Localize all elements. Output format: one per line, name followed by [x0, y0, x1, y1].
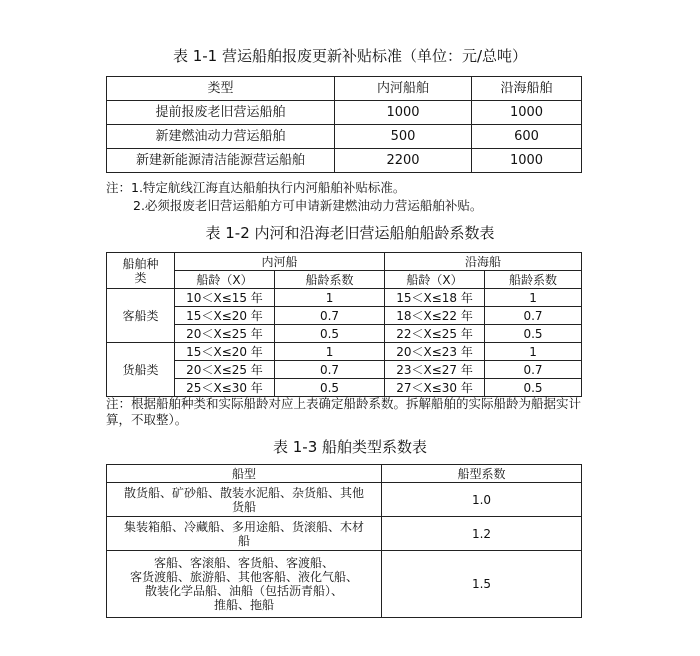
column-header-coastal: 沿海船: [385, 253, 582, 271]
table-cell: 15＜X≤20 年: [175, 343, 275, 361]
table1-title: 表 1-1 营运船舶报废更新补贴标准（单位：元/总吨）: [172, 47, 528, 65]
table-cell: 0.5: [275, 325, 385, 343]
table1-note-2: 2.必须报废老旧营运船舶方可申请新建燃油动力营运船舶补贴。: [133, 198, 483, 213]
table-cell-ship-types: 客船、客滚船、客货船、客渡船、 客货渡船、旅游船、其他客船、液化气船、 散装化学品船、油船（包括沥青船）、 推船、拖船: [107, 551, 382, 618]
ship-type-coefficient-table: [106, 464, 582, 618]
table-cell: 27＜X≤30 年: [385, 379, 485, 397]
table-header-row: [107, 77, 582, 101]
table-row: [107, 379, 582, 397]
table-cell: 1: [275, 343, 385, 361]
column-header: 船型: [107, 465, 382, 483]
table-header-row: [107, 253, 582, 271]
table-cell: 15＜X≤18 年: [385, 289, 485, 307]
table-cell: 1.2: [382, 517, 582, 551]
table-row: [107, 307, 582, 325]
table-cell: 18＜X≤22 年: [385, 307, 485, 325]
table-row: [107, 125, 582, 149]
table-header-row: [107, 465, 582, 483]
table-row: [107, 361, 582, 379]
column-header: 船龄（X）: [175, 271, 275, 289]
table-row: [107, 517, 582, 551]
table-cell: 600: [472, 125, 582, 149]
table-header-row: [107, 271, 582, 289]
table-cell: 23＜X≤27 年: [385, 361, 485, 379]
column-header-inland: 内河船: [175, 253, 385, 271]
table-row: [107, 289, 582, 307]
column-header-ship-type: 船舶种 类: [107, 253, 175, 289]
table-row: [107, 483, 582, 517]
table-cell: 0.7: [275, 361, 385, 379]
table-cell: 2200: [335, 149, 472, 173]
table1-note-1: 注：1.特定航线江海直达船舶执行内河船舶补贴标准。: [106, 180, 406, 195]
column-header: 船龄系数: [275, 271, 385, 289]
table-cell: 1.5: [382, 551, 582, 618]
table-cell: 0.5: [485, 379, 582, 397]
table-cell: 20＜X≤25 年: [175, 361, 275, 379]
table-row: [107, 325, 582, 343]
table-cell: 1.0: [382, 483, 582, 517]
column-header: 船龄（X）: [385, 271, 485, 289]
table-cell: 10＜X≤15 年: [175, 289, 275, 307]
row-header-passenger: 客船类: [107, 289, 175, 343]
table-cell-ship-types: 集装箱船、冷藏船、多用途船、货滚船、木材 船: [107, 517, 382, 551]
table-cell: 1000: [472, 149, 582, 173]
table-cell: 新建新能源清洁能源营运船舶: [107, 149, 335, 173]
subsidy-standard-table: [106, 76, 582, 173]
table-cell-ship-types: 散货船、矿砂船、散装水泥船、杂货船、其他 货船: [107, 483, 382, 517]
table2-note: 注：根据船舶种类和实际船龄对应上表确定船龄系数。拆解船舶的实际船龄为船据实计算，不取整）。: [106, 396, 582, 427]
table-cell: 1000: [472, 101, 582, 125]
table-row: [107, 149, 582, 173]
table-cell: 0.5: [485, 325, 582, 343]
table-cell: 1: [485, 289, 582, 307]
table-cell: 20＜X≤23 年: [385, 343, 485, 361]
table-cell: 提前报废老旧营运船舶: [107, 101, 335, 125]
table-cell: 22＜X≤25 年: [385, 325, 485, 343]
column-header: 船型系数: [382, 465, 582, 483]
table2-title: 表 1-2 内河和沿海老旧营运船舶船龄系数表: [205, 224, 495, 242]
table-cell: 500: [335, 125, 472, 149]
table-cell: 0.5: [275, 379, 385, 397]
column-header: 沿海船舶: [472, 77, 582, 101]
table-cell: 15＜X≤20 年: [175, 307, 275, 325]
table-cell: 0.7: [485, 307, 582, 325]
table-cell: 25＜X≤30 年: [175, 379, 275, 397]
table-cell: 新建燃油动力营运船舶: [107, 125, 335, 149]
column-header: 船龄系数: [485, 271, 582, 289]
table-cell: 1: [275, 289, 385, 307]
table-cell: 1: [485, 343, 582, 361]
table-row: [107, 343, 582, 361]
column-header: 类型: [107, 77, 335, 101]
table-cell: 1000: [335, 101, 472, 125]
table-cell: 20＜X≤25 年: [175, 325, 275, 343]
table-cell: 0.7: [275, 307, 385, 325]
ship-age-coefficient-table: [106, 252, 582, 397]
row-header-cargo: 货船类: [107, 343, 175, 397]
table-row: [107, 101, 582, 125]
column-header: 内河船舶: [335, 77, 472, 101]
table-cell: 0.7: [485, 361, 582, 379]
table-row: [107, 551, 582, 618]
table3-title: 表 1-3 船舶类型系数表: [272, 438, 428, 456]
